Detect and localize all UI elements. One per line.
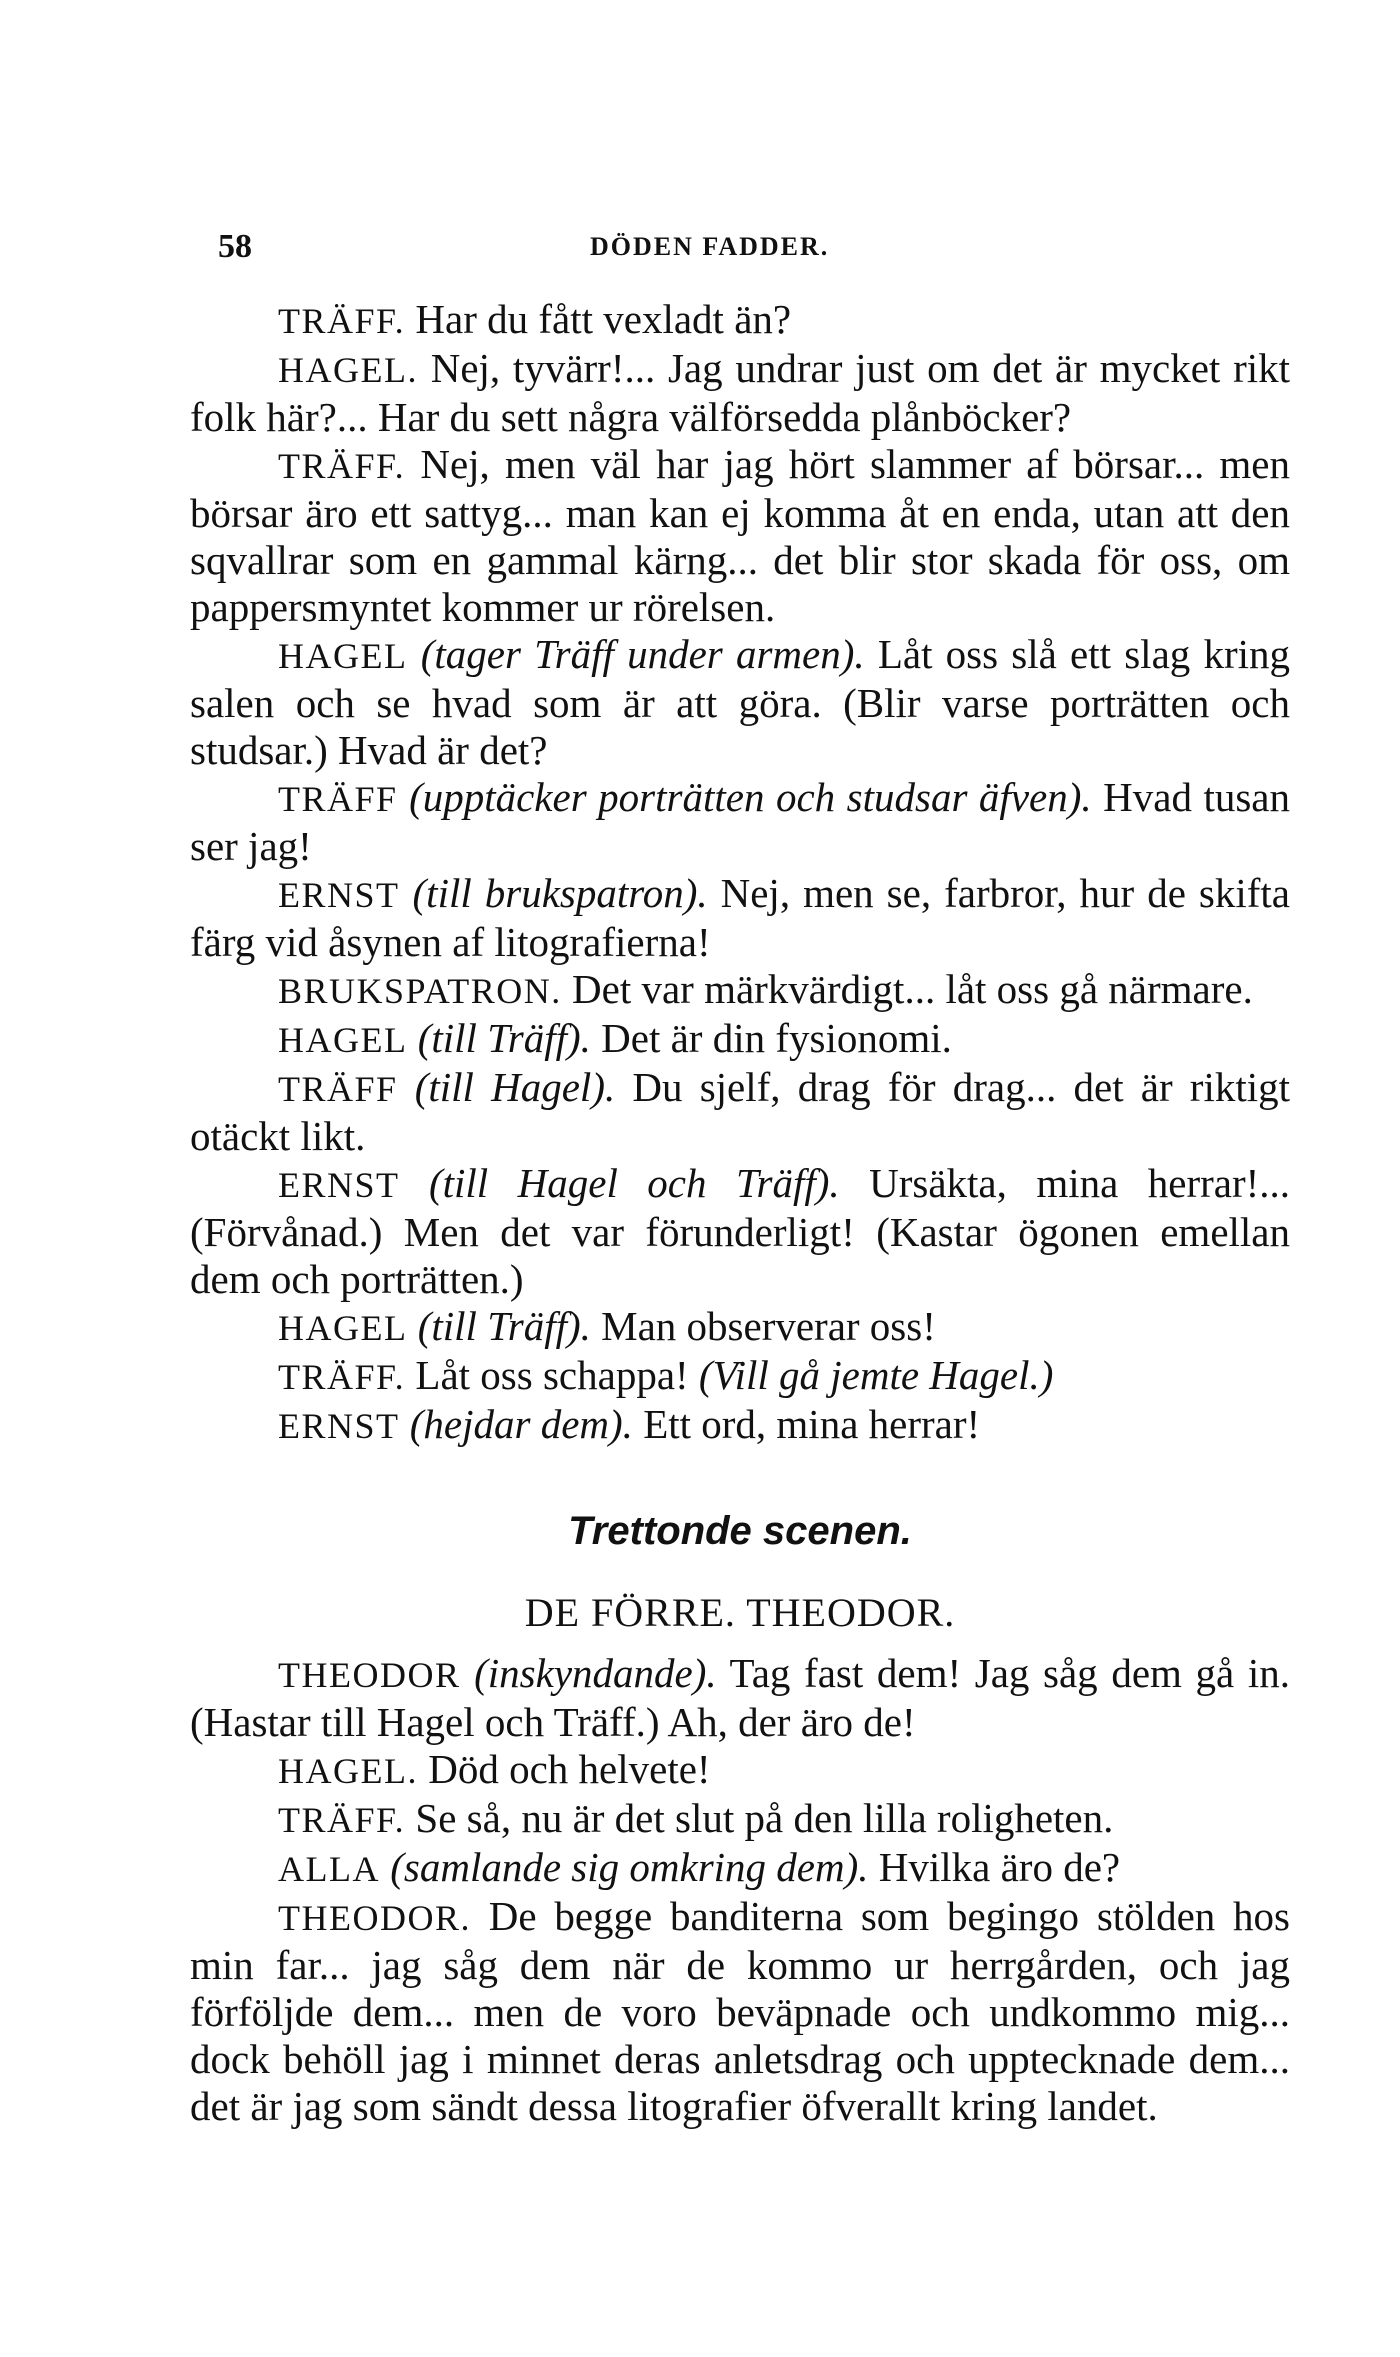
speech-text: Nej, men väl har jag hört slammer af börsar... men börsar äro ett sattyg... man kan ej komma åt en enda, utan att den sqvallrar som en gammal kärng... det blir stor skada för oss, om pappersmyntet kommer ur rörelsen. xyxy=(190,441,1290,630)
speech-text: Du sjelf, drag för drag... det är riktigt otäckt likt. xyxy=(190,1064,1291,1159)
dialogue-paragraph xyxy=(190,1844,1290,1893)
speaker-name: ERNST xyxy=(278,1406,400,1446)
speaker-name: HAGEL xyxy=(278,1020,408,1060)
speaker-name: HAGEL xyxy=(278,1308,408,1348)
dialogue-paragraph xyxy=(190,1401,1290,1450)
speech-text: Det var märkvärdigt... låt oss gå närmare. xyxy=(572,966,1253,1012)
speaker-name: THEODOR. xyxy=(278,1898,471,1938)
scene-title: Trettonde scenen. xyxy=(568,1509,912,1553)
stage-direction: (till brukspatron). xyxy=(412,870,708,916)
speech-text: Död och helvete! xyxy=(428,1746,711,1792)
speaker-name: TRÄFF. xyxy=(278,1357,406,1397)
speaker-name: ALLA xyxy=(278,1849,380,1889)
speaker-name: TRÄFF xyxy=(278,779,398,819)
speaker-name: HAGEL. xyxy=(278,350,418,390)
speech-text: Ett ord, mina herrar! xyxy=(643,1401,981,1447)
dialogue-paragraph xyxy=(190,441,1290,631)
stage-direction: (till Hagel). xyxy=(414,1064,616,1110)
speaker-name: TRÄFF xyxy=(278,1069,398,1109)
dialogue-paragraph xyxy=(190,1160,1290,1303)
speaker-name: ERNST xyxy=(278,1165,400,1205)
stage-direction: (hejdar dem). xyxy=(409,1401,633,1447)
dialogue-paragraph xyxy=(190,296,1290,345)
dialogue-paragraph xyxy=(190,1650,1290,1746)
dialogue-paragraph xyxy=(190,1352,1290,1401)
running-title: DÖDEN FADDER. xyxy=(590,232,830,261)
speaker-name: TRÄFF. xyxy=(278,446,406,486)
stage-direction: (Vill gå jemte Hagel.) xyxy=(698,1352,1054,1398)
speech-text: De begge banditerna som begingo stölden hos min far... jag såg dem när de kommo ur herrgården, och jag förföljde dem... men de voro beväpnade och undkommo mig... dock behöll jag i minnet deras anletsdrag och upptecknade dem... det är jag som sändt dessa litografier öfverallt kring landet. xyxy=(190,1893,1290,2129)
speaker-name: BRUKSPATRON. xyxy=(278,971,562,1011)
dialogue-paragraph xyxy=(190,774,1290,870)
speaker-name: HAGEL. xyxy=(278,1751,418,1791)
speech-text: Man observerar oss! xyxy=(601,1303,936,1349)
scene-persons: DE FÖRRE. THEODOR. xyxy=(524,1590,956,1635)
dialogue-paragraph xyxy=(190,1303,1290,1352)
speech-text: Låt oss schappa! xyxy=(415,1352,689,1398)
speech-text: Nej, men se, farbror, hur de skifta färg vid åsynen af litografierna! xyxy=(190,870,1290,965)
dialogue-paragraph xyxy=(190,1795,1290,1844)
dialogue-paragraph xyxy=(190,345,1290,441)
text-block xyxy=(190,296,1290,2130)
dialogue-paragraph xyxy=(190,1064,1290,1160)
dialogue-paragraph xyxy=(190,966,1290,1015)
speech-text: Hvilka äro de? xyxy=(878,1844,1121,1890)
speaker-name: THEODOR xyxy=(278,1655,461,1695)
dialogue-paragraph xyxy=(190,1893,1290,2130)
speech-text: Nej, tyvärr!... Jag undrar just om det är mycket rikt folk här?... Har du sett några välförsedda plånböcker? xyxy=(190,345,1291,440)
stage-direction: (till Hagel och Träff). xyxy=(428,1160,840,1206)
speaker-name: TRÄFF. xyxy=(278,301,406,341)
speaker-name: HAGEL xyxy=(278,636,408,676)
stage-direction: (samlande sig omkring dem). xyxy=(390,1844,869,1890)
dialogue-part-2 xyxy=(190,1650,1290,2130)
dialogue-part-1 xyxy=(190,296,1290,1450)
speech-text: Hvad tusan ser jag! xyxy=(190,774,1291,869)
speaker-name: ERNST xyxy=(278,875,400,915)
speech-text: Ursäkta, mina herrar!... (Förvånad.) Men det var förunderligt! (Kastar ögonen emellan dem och porträtten.) xyxy=(190,1160,1291,1302)
dialogue-paragraph xyxy=(190,1015,1290,1064)
page-number: 58 xyxy=(218,228,252,265)
stage-direction: (inskyndande). xyxy=(474,1650,717,1696)
stage-direction: (till Träff). xyxy=(417,1303,591,1349)
speech-text: Se så, nu är det slut på den lilla roligheten. xyxy=(415,1795,1114,1841)
speech-text: Har du fått vexladt än? xyxy=(415,296,792,342)
stage-direction: (upptäcker porträtten och studsar äfven). xyxy=(409,774,1092,820)
speech-text: Det är din fysionomi. xyxy=(601,1015,952,1061)
speech-text: Tag fast dem! Jag såg dem gå in. (Hastar till Hagel och Träff.) Ah, der äro de! xyxy=(190,1650,1291,1745)
dialogue-paragraph xyxy=(190,631,1290,774)
dialogue-paragraph xyxy=(190,1746,1290,1795)
speech-text: Låt oss slå ett slag kring salen och se hvad som är att göra. (Blir varse porträtten och studsar.) Hvad är det? xyxy=(190,631,1291,773)
speaker-name: TRÄFF. xyxy=(278,1800,406,1840)
stage-direction: (till Träff). xyxy=(417,1015,591,1061)
dialogue-paragraph xyxy=(190,870,1290,966)
page-header xyxy=(0,228,1400,268)
stage-direction: (tager Träff under armen). xyxy=(420,631,865,677)
